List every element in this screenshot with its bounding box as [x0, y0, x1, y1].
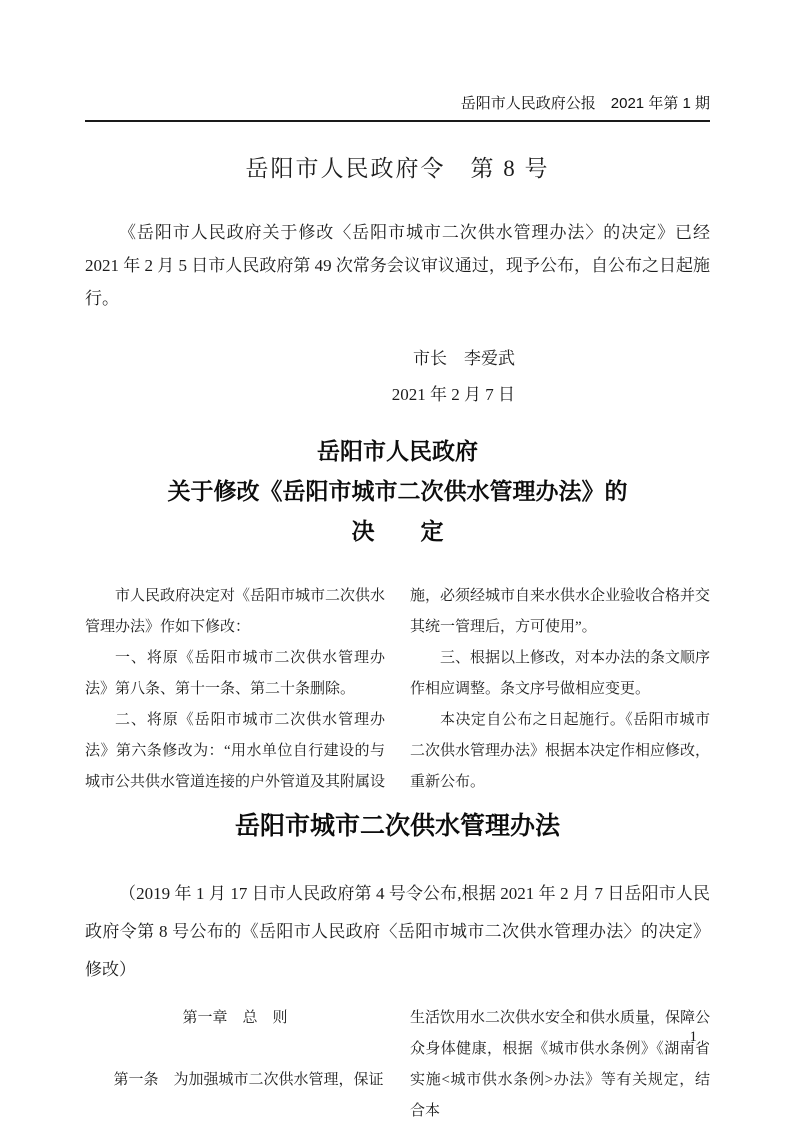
- decision-paragraph: 一、将原《岳阳市城市二次供水管理办法》第八条、第十一条、第二十条删除。: [85, 650, 385, 697]
- decision-body-columns: [85, 581, 710, 798]
- decision-title-line-3: 决 定: [351, 518, 444, 544]
- decision-paragraph: 二、将原《岳阳市城市二次供水管理办法》第六条修改为：“用水单位自行建设的与城市公共供水管道连接的户外管道及其附属设施，必须经城市自来水供水企业验收合格并交其统一管理后，方可使用”。: [85, 588, 710, 790]
- signature-block: [85, 341, 710, 413]
- header-divider: [85, 120, 710, 122]
- page-number: 1: [689, 1029, 697, 1045]
- decision-paragraph: 本决定自公布之日起施行。《岳阳市城市二次供水管理办法》根据本决定作相应修改，重新公布。: [410, 712, 710, 790]
- decision-title-line-2: 关于修改《岳阳市城市二次供水管理办法》的: [167, 478, 628, 504]
- measures-right-column: [410, 1003, 710, 1122]
- decree-body-paragraph: 《岳阳市人民政府关于修改〈岳阳市城市二次供水管理办法〉的决定》已经 2021 年 2 月 5 日市人民政府第 49 次常务会议审议通过，现予公布，自公布之日起施行。: [85, 223, 710, 308]
- decision-paragraph: 市人民政府决定对《岳阳市城市二次供水管理办法》作如下修改：: [85, 588, 386, 635]
- measures-title: 岳阳市城市二次供水管理办法: [234, 812, 560, 840]
- signer-line: 市长 李爱武: [413, 349, 515, 368]
- gazette-header-title: 岳阳市人民政府公报 2021 年第 1 期: [460, 95, 710, 112]
- article-one-continuation: 生活饮用水二次供水安全和供水质量，保障公众身体健康，根据《城市供水条例》《湖南省实施<城市供水条例>办法》等有关规定，结合本: [410, 1010, 711, 1119]
- measures-body-columns: [85, 1003, 710, 1122]
- decision-body-wrap: [85, 551, 710, 798]
- revision-note: （2019 年 1 月 17 日市人民政府第 4 号令公布,根据 2021 年 2 月 7 日岳阳市人民政府令第 8 号公布的《岳阳市人民政府〈岳阳市城市二次供水管理办法〉的决定》修改）: [85, 884, 710, 979]
- article-one-lead: 第一条 为加强城市二次供水管理，保证: [113, 1072, 384, 1088]
- decree-title: 岳阳市人民政府令 第 8 号: [245, 156, 550, 181]
- measures-left-column: [85, 1003, 385, 1122]
- decision-paragraph: 三、根据以上修改，对本办法的条文顺序作相应调整。条文序号做相应变更。: [410, 650, 710, 697]
- decision-title-line-1: 岳阳市人民政府: [317, 438, 478, 464]
- signature-date: 2021 年 2 月 7 日: [391, 385, 515, 404]
- decision-title: [85, 431, 710, 551]
- chapter-one-heading: 第一章 总 则: [182, 1010, 288, 1026]
